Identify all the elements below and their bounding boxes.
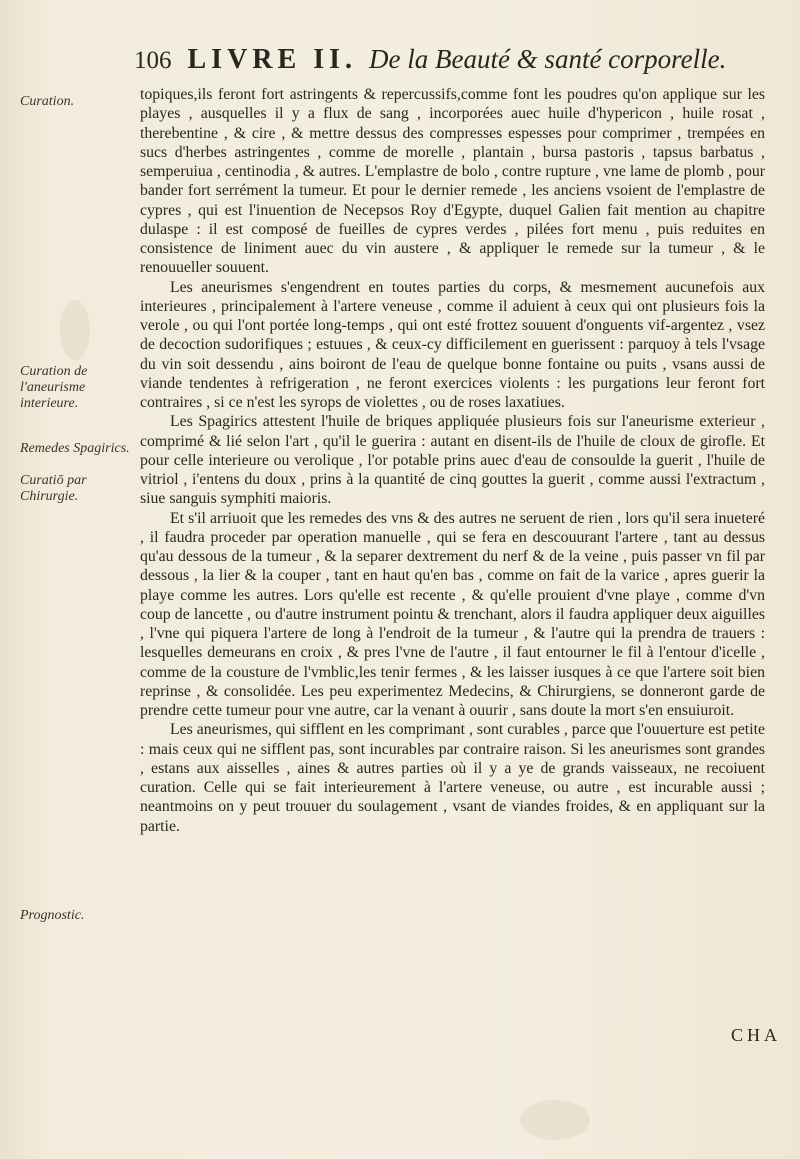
paragraph: topiques,ils feront fort astringents & repercussifs,comme font les poudres qu'on applique sur les playes , ausquelles il y a flux de sang , incorporées auec huile d'hypericon , huile rosat , therebentine , & cire , & mettre dessus des compresses espesses pour comprimer , trempées en sucs d'herbes astringentes , comme de morelle , plantain , bursa pastoris , tapsus barbatus , semperuiua , centinodia , & autres. L'emplastre de bolo , contre rupture , vne lame de plomb , pour bander fort serrément la tumeur. Et pour le dernier remede , les anciens vsoient de l'emplastre de cypres , qui est l'inuention de Necepsos Roy d'Egypte, duquel Galien fait mention au chapitre dulaspe : il est composé de fueilles de cypres verdes , pilées fort menu , puis reduites en consistence de liniment auec du vin austere , & appliquer le remede sur la tumeur , & le renouueller souuent. — [140, 86, 765, 277]
page-number: 106 — [134, 47, 172, 74]
margin-note-curation: Curation. — [20, 94, 75, 109]
margin-note-surgery: Curatiō par Chirurgie. — [20, 473, 87, 504]
margin-note-curation-interior: Curation de l'aneurisme interieure. — [20, 364, 88, 411]
paragraph: Les Spagirics attestent l'huile de briques appliquée plusieurs fois sur l'aneurisme exterieur , comprimé & lié selon l'art , qu'il le guerira : autant en disent-ils de l'huile de cloux de girofle. Et pour celle interieure ou verolique , l'or potable prins auec d'eau de consoulde la guerit , l'huile de vitriol , i'entens du doux , prins à la quantité de cinq gouttes la guerit , comme aussi l'extractum , siue sanguis symphiti maioris. — [140, 413, 765, 508]
paper-stain — [60, 300, 90, 360]
catchword: CHA — [731, 1025, 782, 1045]
margin-note-prognostic: Prognostic. — [20, 908, 85, 923]
body-text — [140, 85, 765, 836]
paragraph: Les aneurismes, qui sifflent en les comprimant , sont curables , parce que l'ouuerture est petite : mais ceux qui ne sifflent pas, sont incurables par contraire raison. Si les aneurismes sont grandes , estans aux aisselles , aines & autres parties où il y a ye de grands vaisseaux, ne recoiuent curation. Celle qui se fait interieurement à l'artere veneuse, ou autre , est incurable aussi ; neantmoins on y peut trouuer du soulagement , vsant de viandes froides, & en appliquant sur la partie. — [140, 721, 765, 835]
book-title: LIVRE II. — [187, 44, 357, 75]
paper-stain — [520, 1100, 590, 1140]
margin-note-spagiric-remedies: Remedes Spagirics. — [20, 441, 130, 456]
paragraph: Et s'il arriuoit que les remedes des vns & des autres ne seruent de rien , lors qu'il sera inueteré , il faudra proceder par operation manuelle , qui se fera en descouurant l'artere , tant au dessus qu'au dessous de la tumeur , & la separer dextrement du nerf & de la veine , puis passer vn fil par dessous , la lier & la couper , tant en haut qu'en bas , comme on fait de la varice , apres guerir la playe comme les autres. Lors qu'elle est recente , & qu'elle prouient d'vne playe , comme d'vn coup de lancette , ou d'autre instrument pointu & trenchant, alors il faudra appliquer deux aiguilles , l'vne qui piquera l'artere de long à l'endroit de la tumeur , & l'autre qui la prendra de trauers : lesquelles demeurans en croix , & pres l'vne de l'autre , il faut entourner le fil à l'entour d'icelle , comme de la cousture de l'vmblic,les tenir fermes , & les laisser iusques à ce que l'artere soit bien reprinse , & consolidée. Les peu experimentez Medecins, & Chirurgiens, se donneront garde de prendre cette tumeur pour vne autre, car la venant à ouurir , sans doute la mort s'en ensuiuroit. — [140, 509, 765, 719]
chapter-title: De la Beauté & santé corporelle. — [368, 44, 727, 74]
running-header — [134, 44, 754, 84]
paragraph: Les aneurismes s'engendrent en toutes parties du corps, & mesmement aucunefois aux interieures , principalement à l'artere veneuse , comme il aduient à ceux qui ont plusieurs fois la verole , ou qui l'ont portée long-temps , qui ont esté frottez souuent d'onguents vif-argentez , vsez de decoction sudorifiques ; estuues , & ceux-cy difficilement en guerissent : parquoy à tels l'vsage du vin soit dessendu , ains boiront de l'eau de quelque bonne fontaine ou puits , vsans aussi de viande tendentes à refrigeration , ne feront exercices violents : les purgations leur feront fort contraires , si ce n'est les syrops de violettes , ou de roses laxatiues. — [140, 278, 765, 411]
